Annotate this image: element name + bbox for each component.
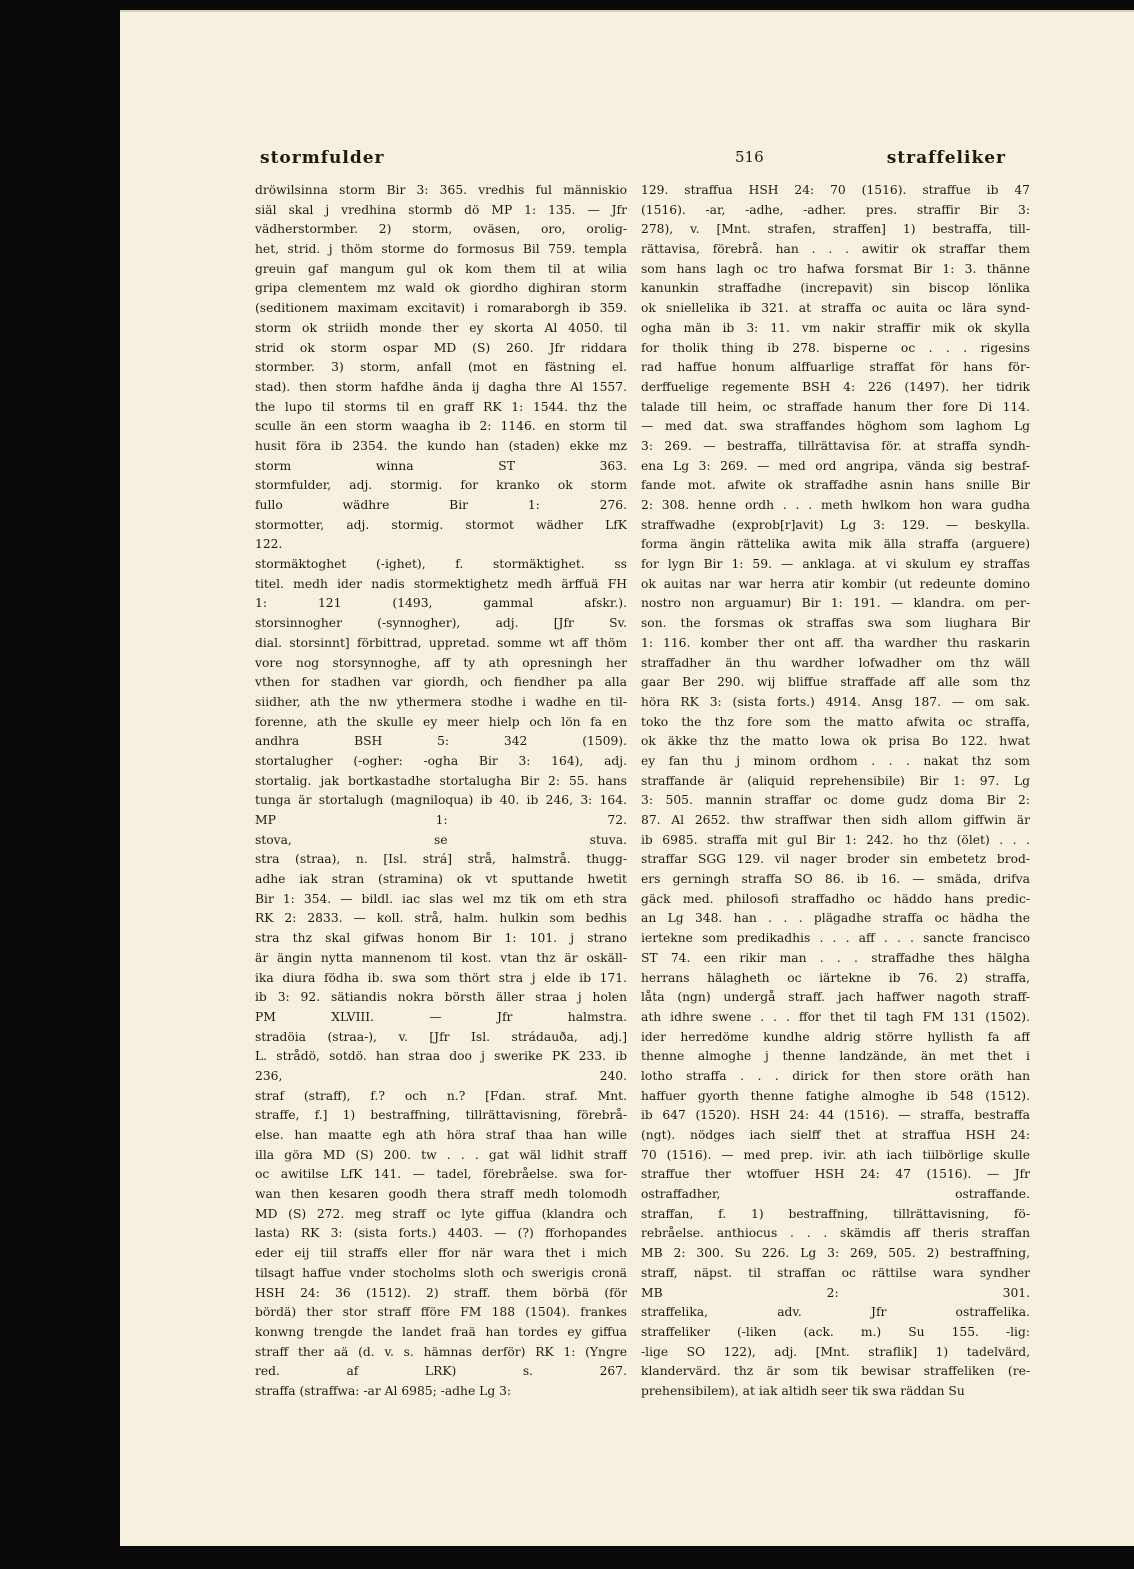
- text-line: stra (straa), n. [Isl. strá] strå, halmstrå. thugg-: [255, 852, 627, 867]
- page-edge: [120, 10, 1134, 12]
- text-line: the lupo til storms til en graff RK 1: 1544. thz the: [255, 399, 627, 414]
- text-line: — med dat. swa straffandes höghom som laghom Lg: [641, 419, 1030, 434]
- text-line: lasta) RK 3: (sista forts.) 4403. — (?) fforhopandes: [255, 1226, 627, 1241]
- text-line: stortalig. jak bortkastadhe stortalugha Bir 2: 55. hans: [255, 773, 627, 788]
- text-line: straffa (straffwa: -ar Al 6985; -adhe Lg 3:: [255, 1383, 512, 1398]
- text-line: vthen for stadhen var giordh, och fiendher pa alla: [255, 675, 627, 690]
- text-line: storm winna ST 363.: [255, 458, 627, 473]
- text-line: 3: 505. mannin straffar oc dome gudz doma Bir 2:: [641, 793, 1030, 808]
- text-line: MB 2: 301.: [641, 1285, 1030, 1300]
- text-line: konwng trengde the landet fraä han tordes ey giffua: [255, 1324, 627, 1339]
- text-line: -lige SO 122), adj. [Mnt. straflik] 1) tadelvärd,: [641, 1344, 1030, 1359]
- text-line: 122.: [255, 537, 283, 552]
- text-line: for tholik thing ib 278. bisperne oc . . . rigesins: [641, 340, 1030, 355]
- text-line: straffande är (aliquid reprehensibile) Bir 1: 97. Lg: [641, 773, 1030, 788]
- text-line: 129. straffua HSH 24: 70 (1516). straffue ib 47: [641, 183, 1030, 197]
- text-line: nostro non arguamur) Bir 1: 191. — klandra. om per-: [641, 596, 1030, 611]
- text-line: 2: 308. henne ordh . . . meth hwlkom hon wara gudha: [641, 498, 1030, 512]
- text-line: haffuer gyorth thenne fatighe almoghe ib 548 (1512).: [641, 1088, 1030, 1103]
- text-line: andhra BSH 5: 342 (1509).: [255, 734, 627, 749]
- text-line: gäck med. philosofi straffadho oc häddo hans predic-: [641, 891, 1030, 906]
- text-line: straffe, f.] 1) bestraffning, tillrättavisning, förebrå-: [255, 1108, 627, 1123]
- text-line: ib 6985. straffa mit gul Bir 1: 242. ho thz (ölet) . . .: [641, 832, 1030, 847]
- text-line: forenne, ath the skulle ey meer hielp och lön fa en: [255, 714, 627, 729]
- text-line: stradöia (straa-), v. [Jfr Isl. strádauða, adj.]: [255, 1029, 627, 1044]
- text-line: vädherstormber. 2) storm, oväsen, oro, orolig-: [255, 222, 627, 237]
- text-line: gripa clementem mz wald ok giordho dighiran storm: [255, 281, 627, 296]
- text-line: straffelika, adv. Jfr ostraffelika.: [641, 1305, 1030, 1320]
- text-line: stormber. 3) storm, anfall (mot en fästning el.: [255, 360, 627, 375]
- text-line: forma ängin rättelika awita mik älla straffa (arguere): [641, 537, 1030, 552]
- text-line: stova, se stuva.: [255, 832, 627, 847]
- text-line: ey fan thu j minom ordhom . . . nakat thz som: [641, 753, 1030, 768]
- text-line: thenne almoghe j thenne landzände, än met thet i: [641, 1049, 1030, 1064]
- text-line: else. han maatte egh ath höra straf thaa han wille: [255, 1128, 627, 1142]
- text-line: ok sniellelika ib 321. at straffa oc auita oc lära synd-: [641, 301, 1030, 316]
- text-line: rättavisa, förebrå. han . . . awitir ok straffar them: [641, 242, 1030, 257]
- text-line: talade till heim, oc straffade hanum ther fore Di 114.: [641, 399, 1030, 414]
- text-line: illa göra MD (S) 200. tw . . . gat wäl lidhit straff: [255, 1147, 627, 1162]
- text-line: eder eij tiil straffs eller ffor när wara thet i mich: [255, 1246, 627, 1261]
- text-line: an Lg 348. han . . . plägadhe straffa oc hädha the: [641, 911, 1030, 926]
- text-line: ider herredöme kundhe aldrig större hyllisth fa aff: [641, 1029, 1030, 1044]
- text-line: tunga är stortalugh (magniloqua) ib 40. ib 246, 3: 164.: [255, 793, 627, 808]
- text-line: strid ok storm ospar MD (S) 260. Jfr riddara: [255, 340, 627, 355]
- text-line: sculle än een storm waagha ib 2: 1146. en storm til: [255, 419, 627, 434]
- text-line: 236, 240.: [255, 1068, 627, 1083]
- text-line: husit föra ib 2354. the kundo han (staden) ekke mz: [255, 438, 627, 453]
- text-line: 87. Al 2652. thw straffwar then sidh allom giffwin är: [641, 813, 1030, 827]
- text-line: är ängin nytta mannenom til kost. vtan thz är oskäll-: [255, 950, 627, 965]
- text-line: straffeliker (-liken (ack. m.) Su 155. -lig:: [641, 1324, 1030, 1339]
- text-line: stormotter, adj. stormig. stormot wädher LfK: [255, 517, 627, 532]
- text-line: straffue ther wtoffuer HSH 24: 47 (1516). — Jfr: [641, 1167, 1030, 1182]
- text-line: storsinnogher (-synnogher), adj. [Jfr Sv.: [255, 616, 627, 631]
- text-line: titel. medh ider nadis stormektighetz medh ärffuä FH: [255, 576, 627, 591]
- text-line: red. af LRK) s. 267.: [255, 1364, 627, 1379]
- text-line: rebråelse. anthiocus . . . skämdis aff theris straffan: [641, 1226, 1030, 1241]
- text-line: adhe iak stran (stramina) ok vt sputtande hwetit: [255, 872, 627, 887]
- text-line: toko the thz fore som the matto afwita oc straffa,: [641, 714, 1030, 729]
- text-line: herrans hälagheth oc iärtekne ib 76. 2) straffa,: [641, 970, 1030, 985]
- text-line: klandervärd. thz är som tik bewisar straffeliken (re-: [641, 1364, 1030, 1379]
- text-line: RK 2: 2833. — koll. strå, halm. hulkin som bedhis: [255, 911, 627, 926]
- text-line: oc awitilse LfK 141. — tadel, förebråelse. swa for-: [255, 1167, 627, 1182]
- text-line: iertekne som predikadhis . . . aff . . . sancte francisco: [641, 931, 1030, 946]
- text-line: straffadher än thu wardher lofwadher om thz wäll: [641, 655, 1030, 670]
- text-line: HSH 24: 36 (1512). 2) straff. them börbä (för: [255, 1285, 627, 1300]
- page-number: 516: [735, 148, 764, 166]
- text-line: 1: 121 (1493, gammal afskr.).: [255, 596, 627, 611]
- text-line: derffuelige regemente BSH 4: 226 (1497). her tidrik: [641, 379, 1030, 394]
- text-line: tilsagt haffue vnder stocholms sloth och swerigis cronä: [255, 1265, 627, 1280]
- text-line: ib 3: 92. sätiandis nokra börsth äller straa j holen: [255, 990, 627, 1005]
- text-line: vore nog storsynnoghe, aff ty ath opresningh her: [255, 655, 627, 670]
- text-line: Bir 1: 354. — bildl. iac slas wel mz tik om eth stra: [255, 891, 627, 906]
- text-line: ok auitas nar war herra atir kombir (ut redeunte domino: [641, 576, 1030, 591]
- text-line: son. the forsmas ok straffas swa som liughara Bir: [641, 616, 1030, 631]
- text-line: fande mot. afwite ok straffadhe asnin hans snille Bir: [641, 478, 1030, 493]
- running-head-right: straffeliker: [886, 148, 1006, 168]
- text-line: 70 (1516). — med prep. ivir. ath iach tiilbörlige skulle: [641, 1147, 1030, 1162]
- text-line: 3: 269. — bestraffa, tillrättavisa för. at straffa syndh-: [641, 438, 1030, 453]
- text-line: 1: 116. komber ther ont aff. tha wardher thu raskarin: [641, 635, 1030, 650]
- text-line: MB 2: 300. Su 226. Lg 3: 269, 505. 2) bestraffning,: [641, 1246, 1030, 1261]
- text-line: stormäktoghet (-ighet), f. stormäktighet. ss: [255, 557, 627, 572]
- text-line: straffan, f. 1) bestraffning, tillrättavisning, fö-: [641, 1206, 1030, 1221]
- text-line: ers gerningh straffa SO 86. ib 16. — smäda, drifva: [641, 872, 1030, 887]
- right-column: [641, 181, 1030, 1402]
- text-line: prehensibilem), at iak altidh seer tik swa räddan Su: [641, 1383, 965, 1398]
- text-line: MP 1: 72.: [255, 813, 627, 827]
- text-line: (1516). -ar, -adhe, -adher. pres. straffir Bir 3:: [641, 202, 1030, 217]
- text-line: låta (ngn) undergå straff. jach haffwer nagoth straff-: [641, 990, 1030, 1005]
- text-line: dial. storsinnt] förbittrad, uppretad. somme wt aff thöm: [255, 635, 627, 650]
- text-line: storm ok striidh monde ther ey skorta Al 4050. til: [255, 320, 627, 335]
- text-line: stad). then storm hafdhe ända ij dagha thre Al 1557.: [255, 379, 627, 394]
- text-line: PM XLVIII. — Jfr halmstra.: [255, 1009, 627, 1024]
- text-line: het, strid. j thöm storme do formosus Bil 759. templa: [255, 242, 627, 257]
- text-line: straffwadhe (exprob[r]avit) Lg 3: 129. — beskylla.: [641, 517, 1030, 532]
- text-line: (seditionem maximam excitavit) i romaraborgh ib 359.: [255, 301, 627, 316]
- text-line: stra thz skal gifwas honom Bir 1: 101. j strano: [255, 931, 627, 946]
- text-line: (ngt). nödges iach sielff thet at straffua HSH 24:: [641, 1128, 1030, 1142]
- text-line: straffar SGG 129. vil nager broder sin embetetz brod-: [641, 852, 1030, 867]
- text-line: rad haffue honum alffuarlige straffat för hans för-: [641, 360, 1030, 375]
- text-line: ath idhre swene . . . ffor thet til tagh FM 131 (1502).: [641, 1009, 1030, 1024]
- text-line: gaar Ber 290. wij bliffue straffade aff alle som thz: [641, 675, 1030, 690]
- text-line: ika diura födha ib. swa som thört stra j elde ib 171.: [255, 970, 627, 985]
- text-line: stormfulder, adj. stormig. for kranko ok storm: [255, 478, 627, 493]
- text-line: siäl skal j vredhina stormb dö MP 1: 135. — Jfr: [255, 202, 627, 217]
- text-line: wan then kesaren goodh thera straff medh tolomodh: [255, 1187, 627, 1202]
- text-line: 278), v. [Mnt. strafen, straffen] 1) bestraffa, till-: [641, 222, 1030, 237]
- left-column: [255, 181, 627, 1402]
- text-line: ib 647 (1520). HSH 24: 44 (1516). — straffa, bestraffa: [641, 1108, 1030, 1123]
- text-line: ST 74. een rikir man . . . straffadhe thes hälgha: [641, 950, 1030, 965]
- text-line: lotho straffa . . . dirick for then store oräth han: [641, 1068, 1030, 1083]
- text-line: straf (straff), f.? och n.? [Fdan. straf. Mnt.: [255, 1088, 627, 1103]
- text-line: MD (S) 272. meg straff oc lyte giffua (klandra och: [255, 1206, 627, 1221]
- text-line: ena Lg 3: 269. — med ord angripa, vända sig bestraf-: [641, 458, 1030, 473]
- text-line: for lygn Bir 1: 59. — anklaga. at vi skulum ey straffas: [641, 557, 1030, 572]
- text-line: fullo wädhre Bir 1: 276.: [255, 498, 627, 512]
- text-line: greuin gaf mangum gul ok kom them til at wilia: [255, 261, 627, 276]
- text-line: höra RK 3: (sista forts.) 4914. Ansg 187. — om sak.: [641, 694, 1030, 709]
- text-line: stortalugher (-ogher: -ogha Bir 3: 164), adj.: [255, 753, 627, 768]
- text-line: dröwilsinna storm Bir 3: 365. vredhis ful människio: [255, 183, 627, 197]
- text-line: ok äkke thz the matto lowa ok prisa Bo 122. hwat: [641, 734, 1030, 749]
- text-line: straff, näpst. til straffan oc rättilse wara syndher: [641, 1265, 1030, 1280]
- running-head-left: stormfulder: [260, 148, 385, 168]
- text-line: ogha män ib 3: 11. vm nakir straffir mik ok skylla: [641, 320, 1030, 335]
- text-line: siidher, ath the nw ythermera stodhe i wadhe en til-: [255, 694, 627, 709]
- text-line: bördä) ther stor straff fföre FM 188 (1504). frankes: [255, 1305, 627, 1320]
- text-line: ostraffadher, ostraffande.: [641, 1187, 1030, 1202]
- text-line: kanunkin straffadhe (increpavit) sin biscop lönlika: [641, 281, 1030, 296]
- text-line: som hans lagh oc tro hafwa forsmat Bir 1: 3. thänne: [641, 261, 1030, 276]
- text-line: L. strådö, sotdö. han straa doo j swerike PK 233. ib: [255, 1049, 627, 1064]
- text-line: straff ther aä (d. v. s. hämnas derför) RK 1: (Yngre: [255, 1344, 627, 1359]
